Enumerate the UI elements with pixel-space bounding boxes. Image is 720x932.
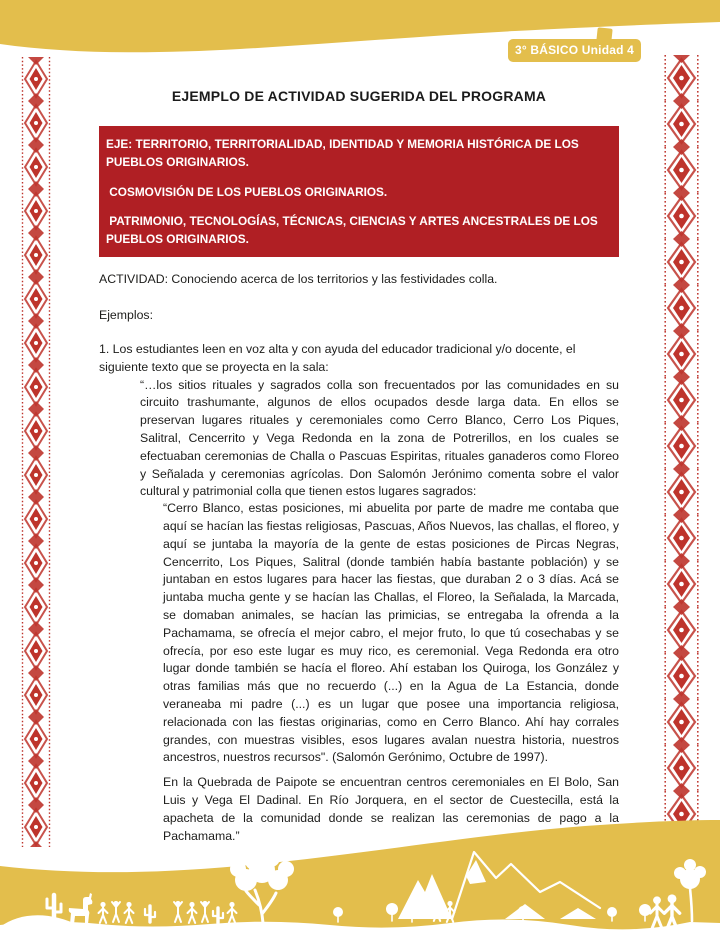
eje-line-1: EJE: TERRITORIO, TERRITORIALIDAD, IDENTIDAD Y MEMORIA HISTÓRICA DE LOS PUEBLOS ORIGINARIOS. [106, 137, 583, 170]
document-content [99, 88, 619, 845]
eje-line-2: COSMOVISIÓN DE LOS PUEBLOS ORIGINARIOS. [106, 184, 388, 199]
unit-badge: 3° BÁSICO Unidad 4 [508, 39, 641, 62]
activity-heading: ACTIVIDAD: Conociendo acerca de los territorios y las festividades colla. [99, 272, 498, 287]
activity-item-1: 1. Los estudiantes leen en voz alta y con ayuda del educador tradicional y/o docente, el siguiente texto que se proyecta en la sala: [99, 342, 576, 374]
examples-label: Ejemplos: [99, 308, 153, 323]
quote-level-1: “…los sitios rituales y sagrados colla son frecuentados por las comunidades en su circuito trashumante, algunos de ellos ocupados desde larga data. En ellos se preservan lugares rituales y ceremoniales como Cerro Blanco, Cerro Los Piques, Salitral, Cencerrito y Vega Redonda en la zona de Potrerillos, en los cuales se efectuaban ceremonias de Challa o Pascuas Espiritas, rituales ganaderos como Floreo y Señalada y ceremonias agrícolas. Don Salomón Jerónimo comenta sobre el valor cultural y patrimonial colla que tienen estos lugares sagrados: [140, 377, 619, 499]
page-title: EJEMPLO DE ACTIVIDAD SUGERIDA DEL PROGRAMA [171, 88, 547, 104]
eje-line-3: PATRIMONIO, TECNOLOGÍAS, TÉCNICAS, CIENCIAS Y ARTES ANCESTRALES DE LOS PUEBLOS ORIGINARIOS. [106, 213, 602, 247]
eje-box [99, 126, 619, 257]
quote-level-2: “Cerro Blanco, estas posiciones, mi abuelita por parte de madre me contaba que aquí se hacían las fiestas religiosas, Pascuas, Años Nuevos, las challas, el floreo, y aquí se juntaba la mayoría de la gente de estas posiciones de Pircas Negras, Cencerrito, Los Piques, Salitral (donde también había bastante población) y se juntaban en estos lugares para hacer las fiestas, que duraban 2 o 3 días. Acá se juntaba mucha gente y se hacían las Challas, el Floreo, la Señalada, la Marcada, se domaban animales, se hacían las primicias, se entregaba la ofrenda a la Pachamama, se ofrecía el mejor cabro, el mejor fruto, lo que tú cosechabas y se ofrecía, por eso este lugar es muy rico, es ceremonial. Vega Redonda era otro lugar donde también se hacía el floreo. Ahí estaban los Quiroga, los González y otras familias más que no recuerdo (...) en la Agua de La Estancia, donde veraneaba mi padre (...) es un lugar que posee una importancia religiosa, relacionada con las fiestas originarias, como en Cerro Blanco. Ahí hay corrales grandes, con muestras visibles, esos lugares avalan nuestra historia, nuestros ancestros, nuestros recursos". (Salomón Gerónimo, Octubre de 1997). [163, 501, 619, 765]
textile-border-right-icon [663, 55, 700, 827]
closing-paragraph: En la Quebrada de Paipote se encuentran centros ceremoniales en El Bolo, San Luis y Vega El Dadinal. En Río Jorquera, en el sector de Cuestecilla, está la apacheta de la comunidad donde se realizan las ceremonias de pago a la Pachamama.” [163, 775, 619, 843]
textile-border-left-icon [21, 57, 51, 847]
bottom-wave-band [0, 820, 720, 932]
